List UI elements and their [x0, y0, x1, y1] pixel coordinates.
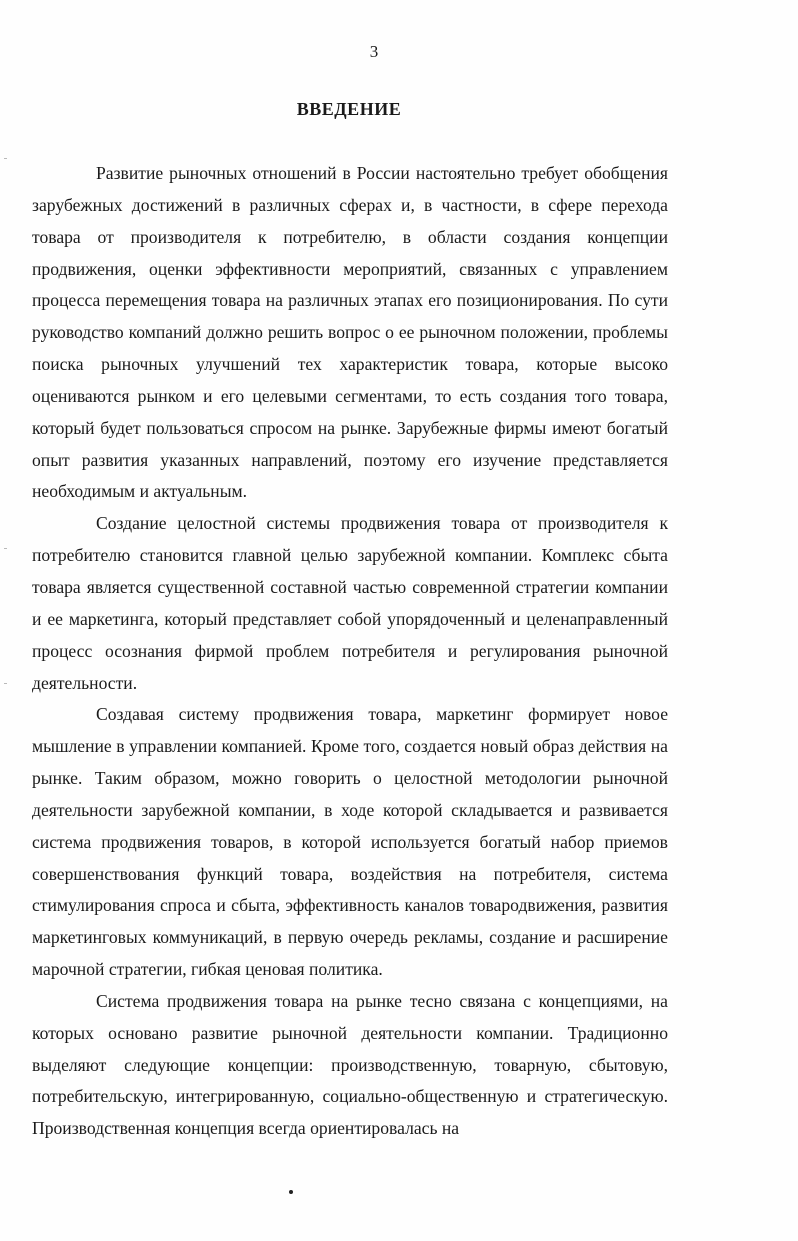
page-number: 3 — [369, 42, 379, 61]
paragraph: Создание целостной системы продвижения товара от производителя к потребителю становится главной целью зарубежной компании. Комплекс сбыта товара является существенной составной частью современной стратегии компании и ее маркетинга, который представляет собой упорядоченный и целенаправленный процесс осознания фирмой проблем потребителя и регулирования рыночной деятельности. — [32, 513, 668, 693]
scan-edge-mark — [4, 683, 7, 684]
scan-edge-mark — [4, 158, 7, 159]
paragraph: Развитие рыночных отношений в России настоятельно требует обобщения зарубежных достижений в различных сферах и, в частности, в сфере перехода товара от производителя к потребителю, в области создания концепции продвижения, оценки эффективности мероприятий, связанных с управлением процесса перемещения товара на различных этапах его позиционирования. По сути руководство компаний должно решить вопрос о ее рыночном положении, проблемы поиска рыночных улучшений тех характеристик товара, которые высоко оцениваются рынком и его целевыми сегментами, то есть создания того товара, который будет пользоваться спросом на рынке. Зарубежные фирмы имеют богатый опыт развития указанных направлений, поэтому его изучение представляется необходимым и актуальным. — [32, 163, 668, 502]
scan-speck — [289, 1190, 293, 1194]
paragraph: Система продвижения товара на рынке тесно связана с концепциями, на которых основано развитие рыночной деятельности компании. Традиционно выделяют следующие концепции: производственную, товарную, сбытовую, потребительскую, интегрированную, социально-общественную и стратегическую. Производственная концепция всегда ориентировалась на — [32, 990, 668, 1139]
body-text — [32, 158, 668, 1145]
scan-edge-mark — [4, 548, 7, 549]
paragraph: Создавая систему продвижения товара, маркетинг формирует новое мышление в управлении компанией. Кроме того, создается новый образ действия на рынке. Таким образом, можно говорить о целостной методологии рыночной деятельности зарубежной компании, в ходе которой складывается и развивается система продвижения товаров, в которой используется богатый набор приемов совершенствования функций товара, воздействия на потребителя, система стимулирования спроса и сбыта, эффективность каналов товародвижения, развития маркетинговых коммуникаций, в первую очередь рекламы, создание и расширение марочной стратегии, гибкая ценовая политика. — [32, 704, 668, 980]
page-title: ВВЕДЕНИЕ — [296, 99, 402, 119]
